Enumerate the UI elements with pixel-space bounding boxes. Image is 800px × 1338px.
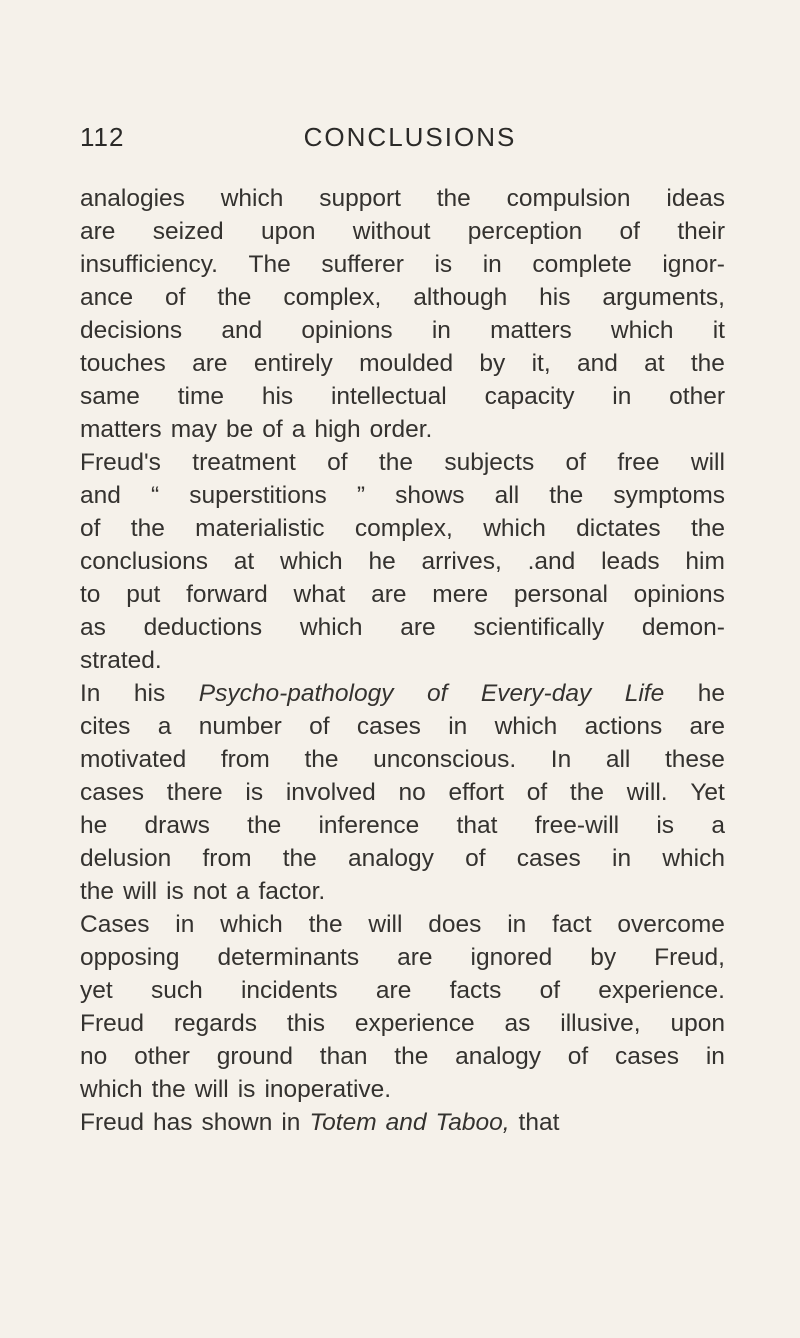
text-line: yet such incidents are facts of experience. (80, 977, 725, 1004)
paragraph (80, 446, 725, 677)
paragraph (80, 908, 725, 1106)
text-line: as deductions which are scientifically demon- (80, 614, 725, 641)
paragraph (80, 1106, 725, 1139)
text-line: no other ground than the analogy of cases in (80, 1043, 725, 1070)
paragraph (80, 677, 725, 908)
paragraph (80, 182, 725, 446)
text-line: touches are entirely moulded by it, and at the (80, 350, 725, 377)
text-line: opposing determinants are ignored by Freud, (80, 944, 725, 971)
page-header (80, 118, 700, 158)
body-text (80, 182, 725, 1139)
text-line: analogies which support the compulsion ideas (80, 185, 725, 212)
text-line: he draws the inference that free-will is a (80, 812, 725, 839)
text-line: decisions and opinions in matters which it (80, 317, 725, 344)
text-line: and “ superstitions ” shows all the symptoms (80, 482, 725, 509)
text-line: are seized upon without perception of their (80, 218, 725, 245)
running-head: CONCLUSIONS (303, 122, 517, 152)
text-line: In his Psycho-pathology of Every-day Life he (80, 680, 725, 707)
page-number: 112 (80, 122, 125, 152)
text-line: Cases in which the will does in fact overcome (80, 911, 725, 938)
text-line: insufficiency. The sufferer is in complete ignor- (80, 251, 725, 278)
text-line: matters may be of a high order. (80, 416, 433, 443)
text-line: which the will is inoperative. (80, 1076, 392, 1103)
text-line: conclusions at which he arrives, .and leads him (80, 548, 725, 575)
text-line: delusion from the analogy of cases in which (80, 845, 725, 872)
text-line: Freud has shown in Totem and Taboo, that (80, 1109, 560, 1136)
text-line: Freud regards this experience as illusive, upon (80, 1010, 725, 1037)
text-line: cites a number of cases in which actions are (80, 713, 725, 740)
text-line: ance of the complex, although his arguments, (80, 284, 725, 311)
text-line: same time his intellectual capacity in other (80, 383, 725, 410)
text-line: motivated from the unconscious. In all these (80, 746, 725, 773)
text-line: of the materialistic complex, which dictates the (80, 515, 725, 542)
text-line: to put forward what are mere personal opinions (80, 581, 725, 608)
text-line: Freud's treatment of the subjects of free will (80, 449, 725, 476)
text-line: cases there is involved no effort of the will. Yet (80, 779, 725, 806)
text-line: the will is not a factor. (80, 878, 326, 905)
text-line: strated. (80, 647, 162, 674)
